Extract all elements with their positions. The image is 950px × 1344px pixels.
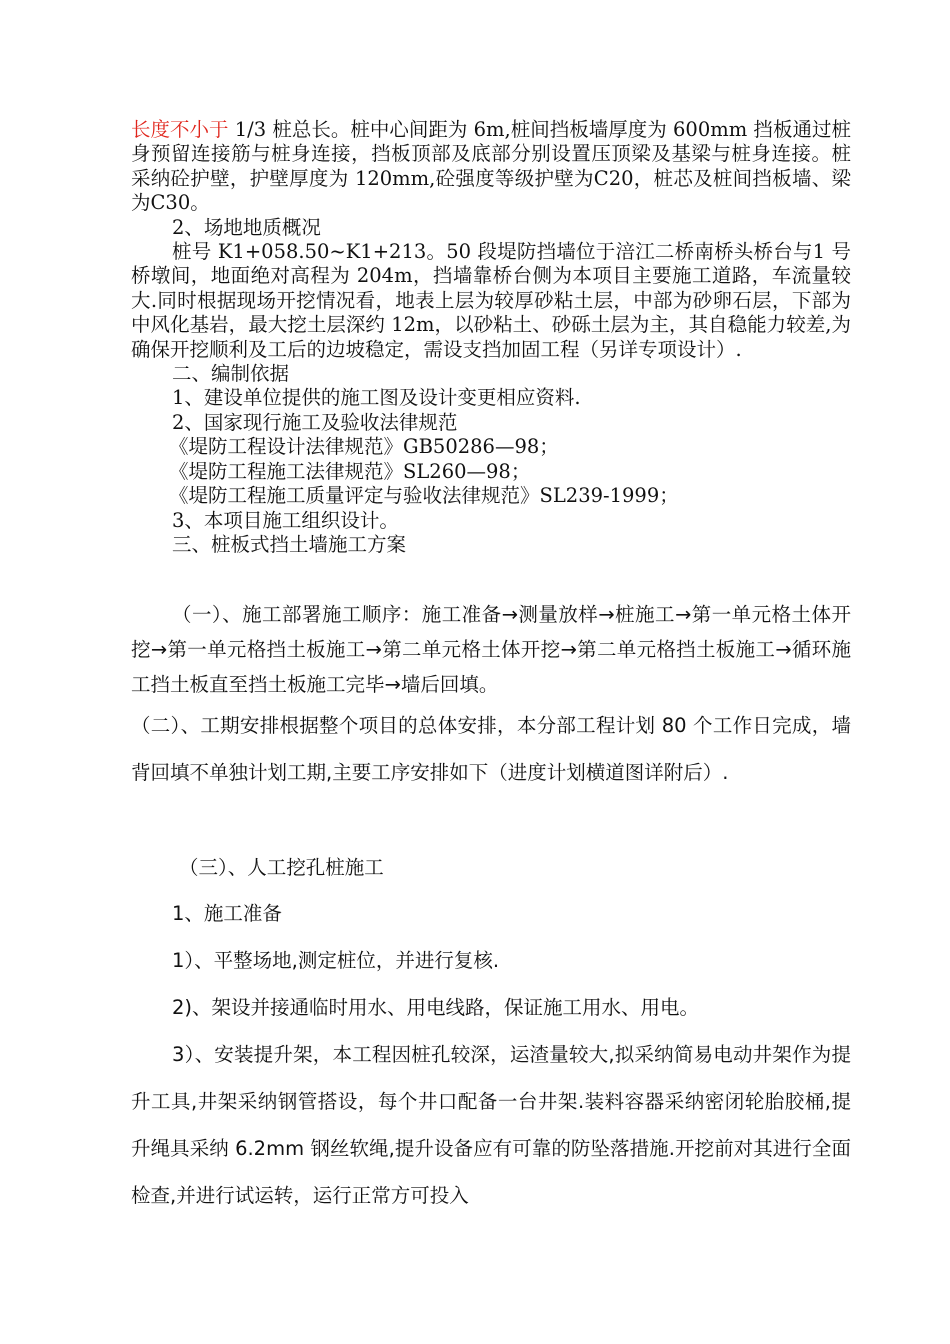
- basis-item-2: 2、国家现行施工及验收法律规范: [172, 410, 458, 434]
- section-pile-heading: [131, 846, 851, 890]
- standard-item-3: 《堤防工程施工质量评定与验收法律规范》SL239-1999；: [169, 484, 679, 508]
- step-item-1: 1）、平整场地,测定桩位，并进行复核.: [172, 949, 500, 972]
- heading-plan: 三、桩板式挡土墙施工方案: [172, 532, 407, 556]
- paragraph-site-geology: 桩号 K1+058.50~K1+213。50 段堤防挡墙位于涪江二桥南桥头桥台与1 号桥墩间，地面绝对高程为 204m，挡墙靠桥台侧为本项目主要施工道路，车流量较大.同时根据现场开挖情况看，地表上层为较厚砂粘土层，中部为砂卵石层，下部为中风化基岩，最大挖土层深约 12m，以砂粘土、砂砾土层为主，其自稳能力较差,为确保开挖顺利及工后的边坡稳定，需设支挡加固工程（另详专项设计）.: [131, 240, 851, 361]
- basis-item-3: 3、本项目施工组织设计。: [172, 508, 399, 532]
- basis-item-1: 1、建设单位提供的施工图及设计变更相应资料.: [172, 386, 581, 410]
- section-schedule: [131, 702, 851, 796]
- heading-manual-pile: （三）、人工挖孔桩施工: [179, 856, 384, 879]
- heading-preparation: 1、施工准备: [172, 902, 282, 925]
- highlighted-text: 长度不小于: [131, 118, 229, 141]
- step-item-3: 3）、安装提升架，本工程因桩孔较深，运渣量较大,拟采纳简易电动井架作为提升工具,井架采纳钢管搭设，每个井口配备一台井架.装料容器采纳密闭轮胎胶桶,提升绳具采纳 6.2mm 钢丝软绳,提升设备应有可靠的防坠落措施.开挖前对其进行全面检查,并进行试运转，运行正常方可投入: [131, 1043, 851, 1207]
- heading-site-geology: 2、场地地质概况: [172, 215, 321, 239]
- paragraph-text: 1/3 桩总长。桩中心间距为 6m,桩间挡板墙厚度为 600mm 挡板通过桩身预留连接筋与桩身连接，挡板顶部及底部分别设置压顶梁及基梁与桩身连接。桩采纳砼护壁，护壁厚度为 120mm,砼强度等级护壁为C20，桩芯及桩间挡板墙、梁为C30。: [131, 118, 851, 215]
- section-preparation: [131, 890, 851, 1219]
- standard-item-1: 《堤防工程设计法律规范》GB50286—98；: [169, 435, 559, 459]
- paragraph-schedule: （二）、工期安排根据整个项目的总体安排，本分部工程计划 80 个工作日完成，墙背回填不单独计划工期,主要工序安排如下（进度计划横道图详附后）.: [131, 714, 851, 784]
- document-body-dense: [131, 118, 851, 557]
- paragraph-pile-spec: [131, 118, 851, 216]
- standard-item-2: 《堤防工程施工法律规范》SL260—98；: [169, 459, 531, 483]
- paragraph-construction-order: （一）、施工部署施工顺序：施工准备→测量放样→桩施工→第一单元格土体开挖→第一单元格挡土板施工→第二单元格土体开挖→第二单元格挡土板施工→循环施工挡土板直至挡土板施工完毕→墙后回填。: [131, 603, 851, 696]
- heading-basis: 二、编制依据: [172, 362, 290, 386]
- section-construction-order: [131, 597, 851, 702]
- step-item-2: 2)、架设并接通临时用水、用电线路，保证施工用水、用电。: [172, 996, 700, 1019]
